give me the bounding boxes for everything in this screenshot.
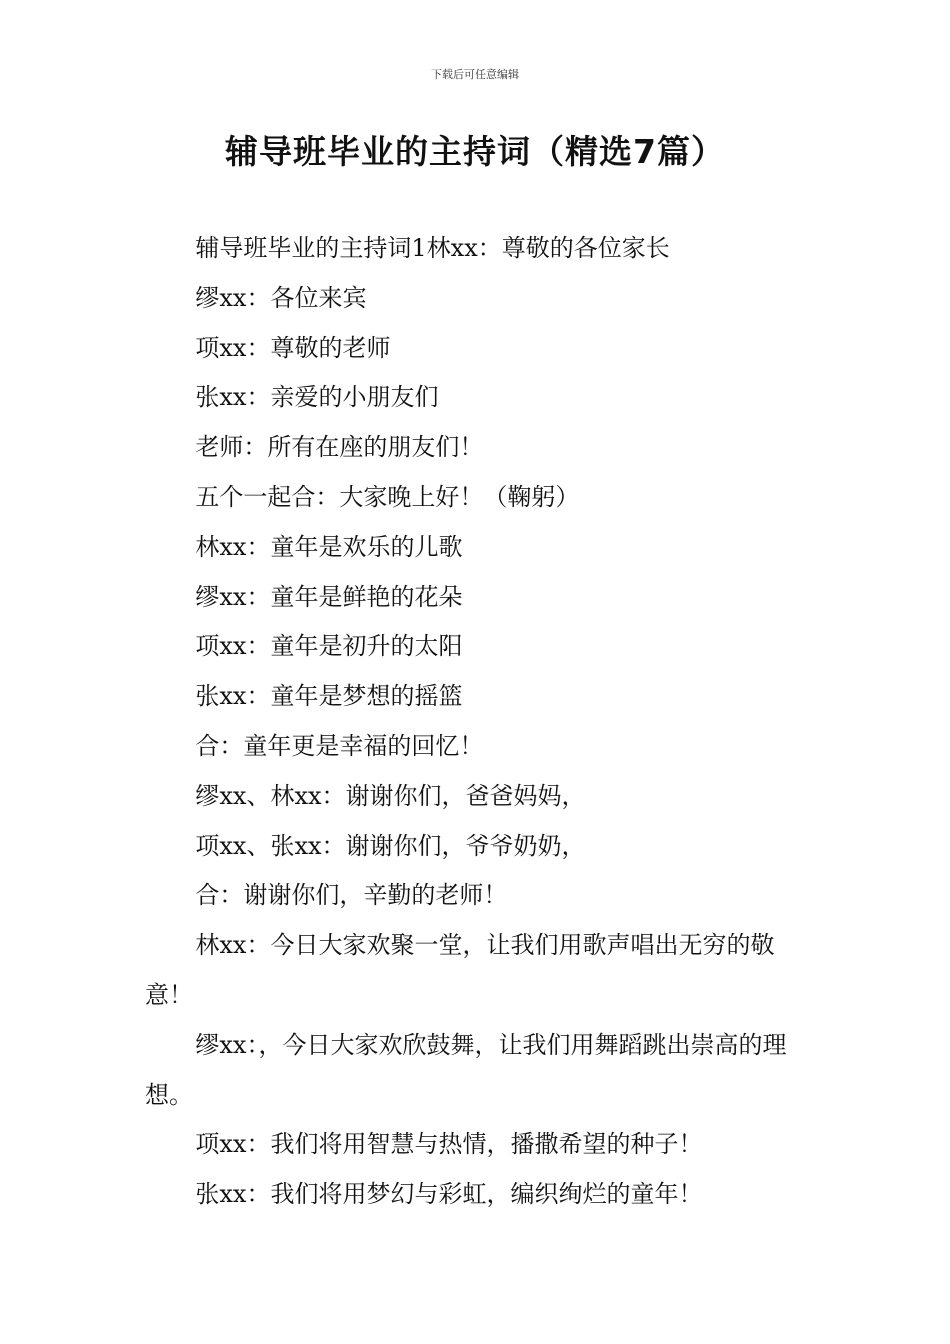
paragraph: 张xx：我们将用梦幻与彩虹，编织绚烂的童年！ [195, 1180, 703, 1209]
paragraph: 张xx：童年是梦想的摇篮 [195, 682, 463, 711]
paragraph: 缪xx、林xx：谢谢你们，爸爸妈妈， [195, 781, 586, 810]
page-header-note: 下载后可任意编辑 [431, 68, 519, 81]
paragraph: 项xx：我们将用智慧与热情，播撒希望的种子！ [195, 1130, 703, 1159]
paragraph: 辅导班毕业的主持词1林xx：尊敬的各位家长 [195, 234, 670, 262]
document-title: 辅导班毕业的主持词（精选7篇） [225, 132, 725, 171]
paragraph: 五个一起合：大家晚上好！（鞠躬） [195, 482, 580, 511]
paragraph: 缪xx：，今日大家欢欣鼓舞，让我们用舞蹈跳出崇高的理想。 [145, 1030, 787, 1109]
paragraph: 合：谢谢你们，辛勤的老师！ [195, 881, 508, 910]
paragraph: 合：童年更是幸福的回忆！ [195, 731, 484, 760]
paragraph: 张xx：亲爱的小朋友们 [195, 383, 439, 412]
paragraph: 林xx：今日大家欢聚一堂，让我们用歌声唱出无穷的敬意！ [145, 931, 775, 1009]
paragraph: 项xx：童年是初升的太阳 [195, 632, 463, 661]
paragraph: 项xx、张xx：谢谢你们，爷爷奶奶， [195, 831, 586, 860]
paragraph: 缪xx：童年是鲜艳的花朵 [195, 582, 463, 611]
paragraph: 缪xx：各位来宾 [195, 283, 367, 312]
paragraph: 老师：所有在座的朋友们！ [195, 433, 484, 462]
document-body [145, 224, 810, 1220]
paragraph: 林xx：童年是欢乐的儿歌 [195, 532, 463, 561]
paragraph: 项xx：尊敬的老师 [195, 333, 391, 362]
